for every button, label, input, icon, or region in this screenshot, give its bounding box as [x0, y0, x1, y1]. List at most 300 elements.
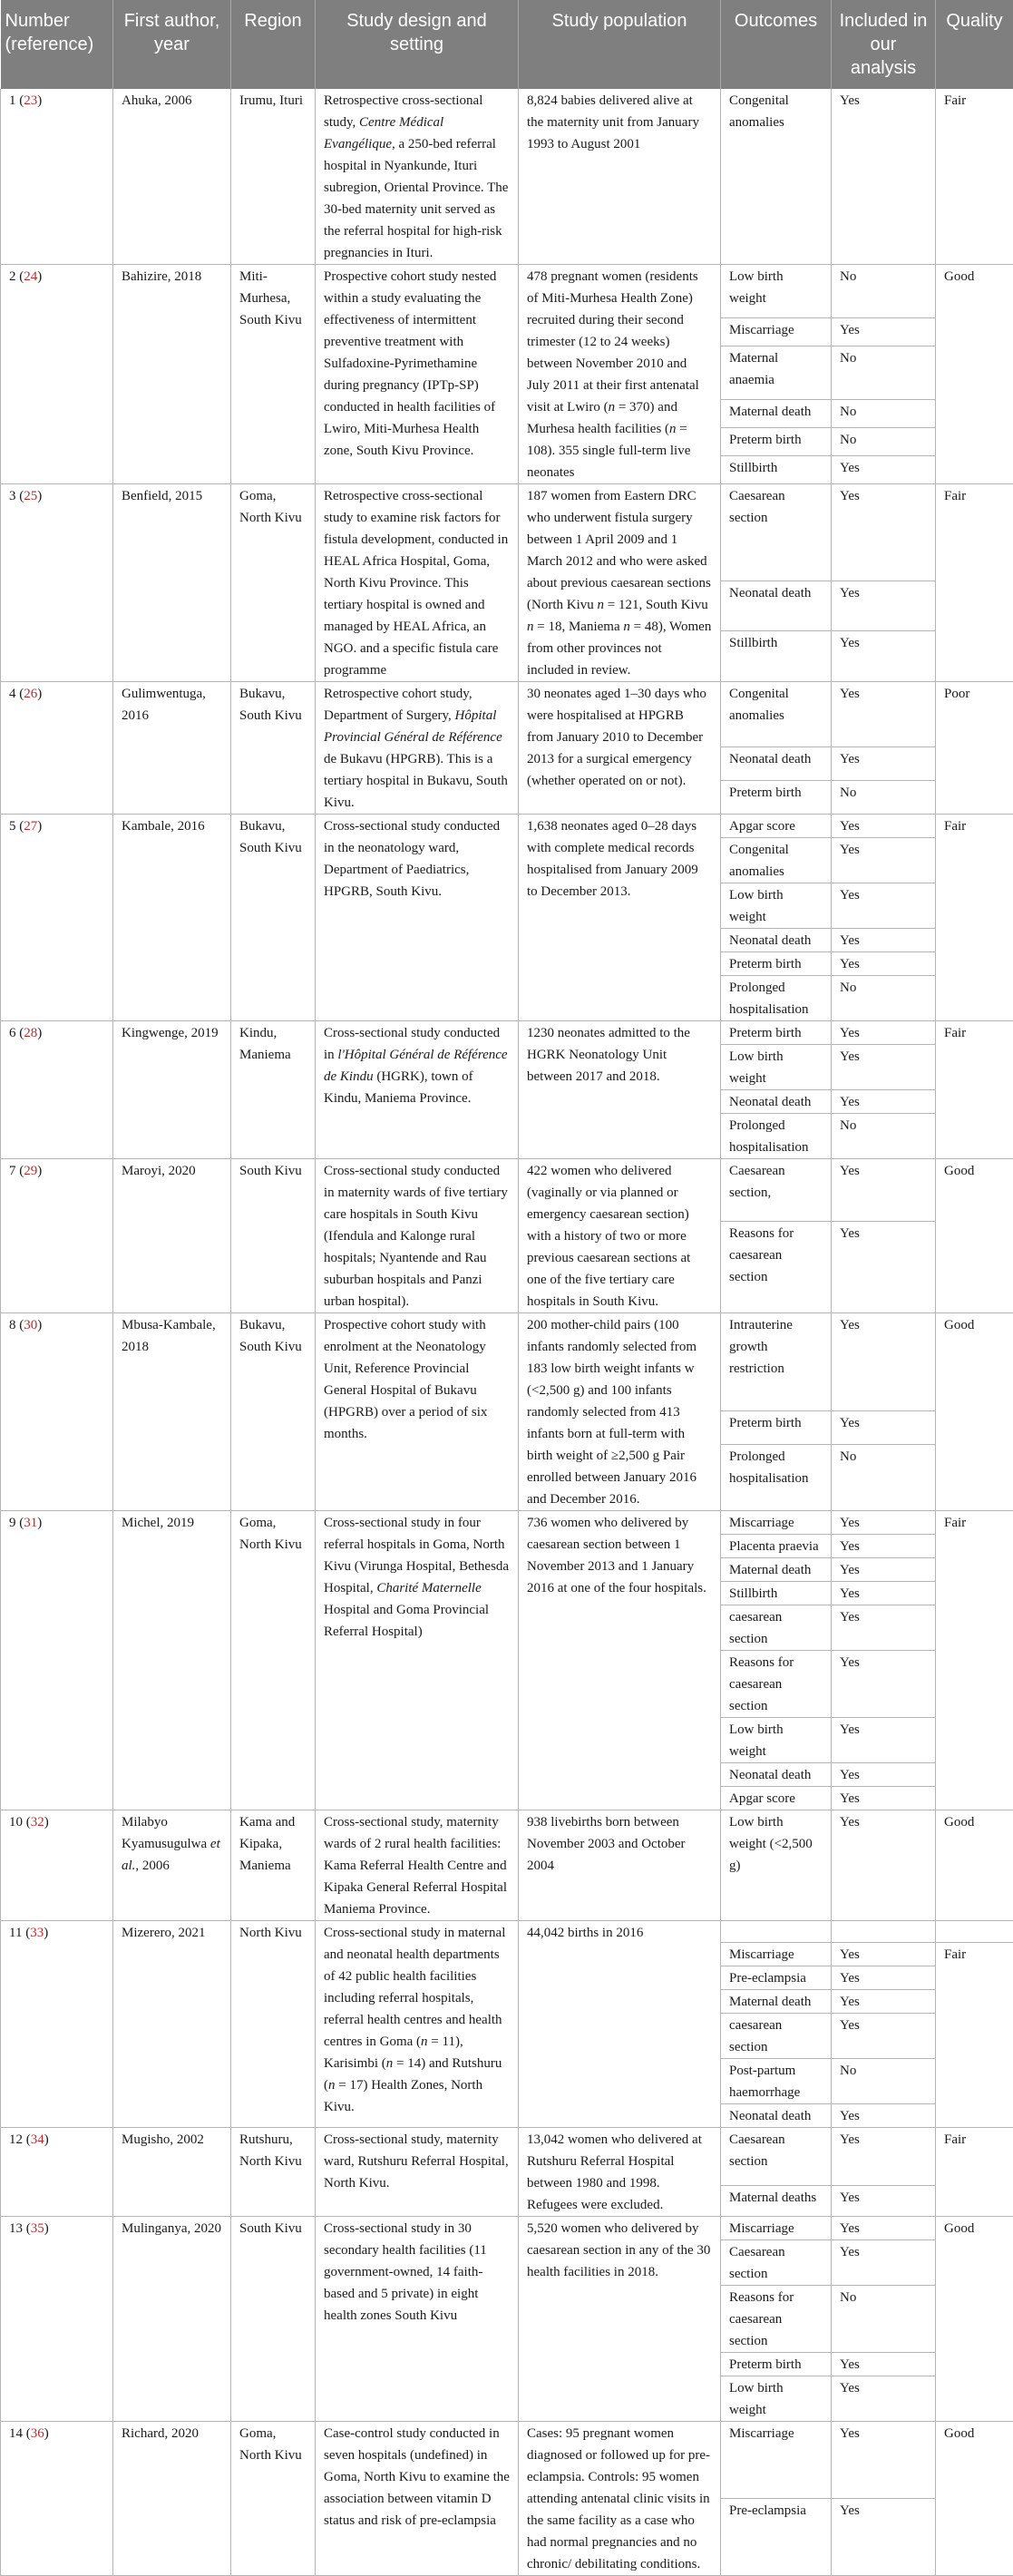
cell-population	[519, 89, 721, 265]
study-number: 12 (	[9, 2132, 31, 2147]
cell-outcome: Caesarean section	[721, 484, 832, 581]
cell-included: Yes	[832, 2217, 936, 2240]
cell-outcome: Prolonged hospitalisation	[721, 1445, 832, 1511]
design-segment: Cross-sectional study conducted in the neonatology ward, Department of Paediatrics, HPGRB, South Kivu.	[324, 819, 500, 899]
cell-included: Yes	[832, 2014, 936, 2059]
table-row	[1, 2128, 1013, 2186]
study-number: 6 (	[9, 1026, 24, 1040]
cell-outcome: Maternal death	[721, 400, 832, 428]
population-segment: n	[527, 620, 534, 634]
cell-number	[1, 1810, 113, 1921]
cell-outcome: Preterm birth	[721, 952, 832, 976]
cell-outcome: Neonatal death	[721, 581, 832, 631]
design-segment: Prospective cohort study nested within a study evaluating the effectiveness of intermittent preventive treatment with Sulfadoxine-Pyrimethamine during pregnancy (IPTp-SP) conducted in health facilities of Lwiro, Miti-Murhesa Health zone, South Kivu Province.	[324, 269, 496, 458]
cell-author	[113, 1810, 231, 1921]
cell-design	[316, 1511, 519, 1810]
cell-author: Michel, 2019	[113, 1511, 231, 1810]
table-row	[1, 1511, 1013, 1535]
study-number: 2 (	[9, 269, 24, 284]
header-quality: Quality	[936, 0, 1013, 89]
cell-outcome	[721, 1921, 832, 1943]
cell-outcome: Preterm birth	[721, 780, 832, 814]
header-outcomes: Outcomes	[721, 0, 832, 89]
study-number: 5 (	[9, 819, 24, 834]
cell-design	[316, 815, 519, 1021]
reference-link[interactable]: 23	[24, 93, 37, 108]
reference-link[interactable]: 34	[31, 2132, 44, 2147]
cell-included: Yes	[832, 746, 936, 780]
cell-included: Yes	[832, 682, 936, 747]
cell-included: No	[832, 400, 936, 428]
reference-link[interactable]: 30	[24, 1318, 37, 1332]
design-segment: = 11), Karisimbi (	[324, 2034, 463, 2071]
cell-included	[832, 1921, 936, 1943]
cell-outcome: Placenta praevia	[721, 1535, 832, 1558]
header-row	[1, 0, 1013, 89]
cell-included: Yes	[832, 1605, 936, 1651]
cell-included: Yes	[832, 1763, 936, 1787]
design-segment: Retrospective cross-sectional study,	[324, 93, 482, 130]
cell-included: Yes	[832, 1410, 936, 1445]
cell-outcome: caesarean section	[721, 2014, 832, 2059]
cell-outcome: Caesarean section	[721, 2240, 832, 2286]
design-segment: Charité Maternelle	[376, 1581, 481, 1595]
reference-link[interactable]: 32	[31, 1815, 44, 1830]
cell-included: Yes	[832, 631, 936, 682]
cell-design	[316, 682, 519, 815]
cell-author: Benfield, 2015	[113, 484, 231, 682]
cell-author: Mugisho, 2002	[113, 2128, 231, 2217]
study-number: 14 (	[9, 2426, 31, 2441]
design-segment: (HGRK), town of Kindu, Maniema Province.	[324, 1069, 473, 1106]
table-row	[1, 815, 1013, 838]
cell-outcome: Neonatal death	[721, 1090, 832, 1114]
reference-link[interactable]: 28	[24, 1026, 37, 1040]
study-number: 1 (	[9, 93, 24, 108]
study-number-close: )	[37, 1318, 42, 1332]
reference-link[interactable]: 26	[24, 687, 37, 701]
design-segment: Cross-sectional study, maternity wards of 2 rural health facilities: Kama Referral Health Centre and Kipaka General Referral Hospital Maniema Province.	[324, 1815, 507, 1917]
cell-design	[316, 2422, 519, 2576]
design-segment: Retrospective cohort study, Department of Surgery,	[324, 687, 472, 723]
cell-included: Yes	[832, 484, 936, 581]
cell-included: Yes	[832, 2104, 936, 2128]
cell-outcome: Preterm birth	[721, 1021, 832, 1045]
design-segment: Cross-sectional study conducted in maternity wards of five tertiary care hospitals in South Kivu (Ifendula and Kalonge rural hospitals; Nyantende and Rau suburban hospitals and Panzi urban hospital).	[324, 1164, 508, 1309]
cell-included: Yes	[832, 883, 936, 929]
cell-quality: Fair	[936, 1511, 1013, 1810]
cell-outcome: Congenital anomalies	[721, 682, 832, 747]
cell-number	[1, 1511, 113, 1810]
study-number-close: )	[44, 1926, 48, 1940]
cell-included: Yes	[832, 1313, 936, 1411]
cell-included: Yes	[832, 318, 936, 346]
table-row	[1, 1313, 1013, 1411]
cell-author: Mbusa-Kambale, 2018	[113, 1313, 231, 1511]
table-row	[1, 1159, 1013, 1222]
cell-author: Mulinganya, 2020	[113, 2217, 231, 2422]
table-row	[1, 1921, 1013, 1943]
cell-author: Ahuka, 2006	[113, 89, 231, 265]
cell-included: No	[832, 265, 936, 318]
study-number-close: )	[44, 2426, 49, 2441]
study-number: 11 (	[9, 1926, 30, 1940]
cell-number	[1, 484, 113, 682]
population-segment: 5,520 women who delivered by caesarean section in any of the 30 health facilities in 2018.	[527, 2221, 710, 2279]
cell-design	[316, 1810, 519, 1921]
cell-quality: Poor	[936, 682, 1013, 815]
cell-outcome: Caesarean section,	[721, 1159, 832, 1222]
cell-number	[1, 265, 113, 484]
cell-region: Kindu, Maniema	[231, 1021, 316, 1159]
cell-author: Bahizire, 2018	[113, 265, 231, 484]
cell-outcome: Reasons for caesarean section	[721, 2286, 832, 2353]
cell-quality: Fair	[936, 815, 1013, 1021]
cell-population	[519, 2217, 721, 2422]
study-number: 8 (	[9, 1318, 24, 1332]
population-segment: 200 mother-child pairs (100 infants randomly selected from 183 low birth weight infants w (<2,500 g) and 100 infants randomly selected from 413 infants born at full-term with birth weight of ≥2,500 g Pair enrolled between January 2016 and December 2016.	[527, 1318, 696, 1507]
cell-quality: Fair	[936, 1943, 1013, 2128]
population-segment: 422 women who delivered (vaginally or via planned or emergency caesarean section) with a history of two or more previous caesarean sections at one of the five tertiary care hospitals in South Kivu.	[527, 1164, 690, 1309]
cell-population	[519, 1511, 721, 1810]
cell-included: Yes	[832, 1990, 936, 2014]
cell-design	[316, 1313, 519, 1511]
cell-included: Yes	[832, 1651, 936, 1718]
cell-outcome: Neonatal death	[721, 929, 832, 952]
cell-outcome: Prolonged hospitalisation	[721, 1114, 832, 1159]
cell-outcome: Low birth weight	[721, 1045, 832, 1090]
population-segment: 478 pregnant women (residents of Miti-Murhesa Health Zone) recruited during their second trimester (12 to 24 weeks) between November 2010 and July 2011 at their first antenatal visit at Lwiro (	[527, 269, 699, 415]
cell-included: Yes	[832, 1511, 936, 1535]
cell-number	[1, 1159, 113, 1313]
cell-included: Yes	[832, 1090, 936, 1114]
cell-included: Yes	[832, 1045, 936, 1090]
design-segment: n	[421, 2034, 428, 2049]
study-number: 3 (	[9, 489, 24, 503]
population-segment: 30 neonates aged 1–30 days who were hospitalised at HPGRB from January 2010 to December 2013 for a surgical emergency (whether operated on or not).	[527, 687, 706, 788]
cell-population	[519, 1921, 721, 2128]
cell-number	[1, 2217, 113, 2422]
reference-link[interactable]: 29	[24, 1164, 37, 1178]
design-segment: Cross-sectional study in maternal and neonatal health departments of 42 public health facilities including referral hospitals, referral health centres and health centres in Goma (	[324, 1926, 505, 2049]
cell-region: Bukavu, South Kivu	[231, 815, 316, 1021]
population-segment: = 18, Maniema	[534, 620, 624, 634]
cell-outcome: Low birth weight	[721, 1718, 832, 1763]
header-included: Included in our analysis	[832, 0, 936, 89]
cell-population	[519, 1810, 721, 1921]
table-body	[1, 89, 1013, 2576]
population-segment: 736 women who delivered by caesarean section between 1 November 2013 and 1 January 2016 at one of the four hospitals.	[527, 1516, 706, 1595]
cell-region: Kama and Kipaka, Maniema	[231, 1810, 316, 1921]
cell-population	[519, 1159, 721, 1313]
cell-population	[519, 2422, 721, 2576]
design-segment: Centre Médical Evangélique	[324, 115, 443, 151]
study-number: 9 (	[9, 1516, 24, 1530]
cell-outcome: Reasons for caesarean section	[721, 1651, 832, 1718]
cell-quality: Good	[936, 2217, 1013, 2422]
cell-author: Maroyi, 2020	[113, 1159, 231, 1313]
table-row	[1, 89, 1013, 265]
study-number-close: )	[37, 819, 42, 834]
cell-included: No	[832, 976, 936, 1021]
reference-link[interactable]: 27	[24, 819, 37, 834]
cell-region: North Kivu	[231, 1921, 316, 2128]
cell-quality: Fair	[936, 2128, 1013, 2217]
study-number-close: )	[37, 1164, 42, 1178]
cell-outcome: Stillbirth	[721, 631, 832, 682]
table-row	[1, 1810, 1013, 1921]
cell-outcome: Pre-eclampsia	[721, 1966, 832, 1990]
population-segment: = 108). 355 single full-term live neonates	[527, 422, 690, 480]
design-segment: Cross-sectional study in 30 secondary health facilities (11 government-owned, 14 faith-based and 5 private) in eight health zones South Kivu	[324, 2221, 487, 2323]
design-segment: l'Hôpital Général de Référence de Kindu	[324, 1048, 508, 1084]
cell-outcome: Maternal anaemia	[721, 346, 832, 400]
cell-included: Yes	[832, 1558, 936, 1582]
header-author: First author, year	[113, 0, 231, 89]
cell-region: Goma, North Kivu	[231, 2422, 316, 2576]
cell-region: Goma, North Kivu	[231, 484, 316, 682]
population-segment: 187 women from Eastern DRC who underwent fistula surgery between 1 April 2009 and 1 March 2012 and who were asked about previous caesarean sections (North Kivu	[527, 489, 711, 612]
design-segment: Retrospective cross-sectional study to examine risk factors for fistula development, conducted in HEAL Africa Hospital, Goma, North Kivu Province. This tertiary hospital is owned and managed by HEAL Africa, an NGO. and a specific fistula care programme	[324, 489, 508, 678]
cell-quality: Good	[936, 1313, 1013, 1511]
cell-region: South Kivu	[231, 2217, 316, 2422]
cell-design	[316, 2217, 519, 2422]
cell-included: Yes	[832, 1943, 936, 1966]
cell-outcome: Maternal deaths	[721, 2186, 832, 2217]
design-segment: = 14) and Rutshuru (	[324, 2056, 502, 2093]
cell-outcome: Congenital anomalies	[721, 838, 832, 883]
author-segment: , 2006	[135, 1859, 170, 1873]
cell-outcome: Neonatal death	[721, 1763, 832, 1787]
cell-author: Mizerero, 2021	[113, 1921, 231, 2128]
study-number: 7 (	[9, 1164, 24, 1178]
reference-link[interactable]: 36	[31, 2426, 44, 2441]
cell-included: Yes	[832, 929, 936, 952]
cell-region: Irumu, Ituri	[231, 89, 316, 265]
table-row	[1, 484, 1013, 581]
cell-outcome: Preterm birth	[721, 2353, 832, 2376]
study-number-close: )	[44, 2132, 49, 2147]
study-number: 13 (	[9, 2221, 31, 2236]
author-segment: Milabyo Kyamusugulwa	[122, 1815, 210, 1851]
cell-region: Rutshuru, North Kivu	[231, 2128, 316, 2217]
cell-number	[1, 815, 113, 1021]
cell-design	[316, 2128, 519, 2217]
header-design: Study design and setting	[316, 0, 519, 89]
design-segment: de Bukavu (HPGRB). This is a tertiary hospital in Bukavu, South Kivu.	[324, 752, 508, 810]
population-segment: n	[598, 598, 605, 612]
study-number-close: )	[44, 2221, 49, 2236]
design-segment: = 17) Health Zones, North Kivu.	[324, 2078, 482, 2114]
population-segment: n	[623, 620, 630, 634]
cell-outcome: Low birth weight	[721, 883, 832, 929]
cell-outcome: Neonatal death	[721, 2104, 832, 2128]
study-number-close: )	[44, 1815, 49, 1830]
population-segment: 8,824 babies delivered alive at the maternity unit from January 1993 to August 2001	[527, 93, 699, 151]
study-number: 4 (	[9, 687, 24, 701]
design-segment: , a 250-bed referral hospital in Nyankunde, Ituri subregion, Oriental Province. The 30-bed maternity unit served as the referral hospital for high-risk pregnancies in Ituri.	[324, 137, 508, 260]
population-segment: = 370) and Murhesa health facilities (	[527, 400, 677, 436]
cell-included: Yes	[832, 2240, 936, 2286]
reference-link[interactable]: 24	[24, 269, 37, 284]
cell-outcome: Caesarean section	[721, 2128, 832, 2186]
cell-population	[519, 815, 721, 1021]
cell-outcome: Prolonged hospitalisation	[721, 976, 832, 1021]
cell-outcome: Low birth weight	[721, 2376, 832, 2422]
cell-outcome: Reasons for caesarean section	[721, 1221, 832, 1312]
cell-included: Yes	[832, 2376, 936, 2422]
cell-design	[316, 1021, 519, 1159]
cell-author: Kingwenge, 2019	[113, 1021, 231, 1159]
cell-included: No	[832, 2059, 936, 2104]
table-row	[1, 1021, 1013, 1045]
cell-included: No	[832, 2286, 936, 2353]
reference-link[interactable]: 31	[24, 1516, 37, 1530]
cell-design	[316, 1921, 519, 2128]
author-segment: et al.	[122, 1837, 220, 1873]
cell-included: Yes	[832, 1221, 936, 1312]
design-segment: Prospective cohort study with enrolment at the Neonatology Unit, Reference Provincial General Hospital of Bukavu (HPGRB) over a period of six months.	[324, 1318, 487, 1441]
cell-population	[519, 2128, 721, 2217]
cell-included: Yes	[832, 456, 936, 484]
cell-included: Yes	[832, 1787, 936, 1810]
cell-quality-empty	[936, 1921, 1013, 1943]
population-segment: 938 livebirths born between November 2003 and October 2004	[527, 1815, 686, 1873]
cell-included: No	[832, 780, 936, 814]
cell-region: Goma, North Kivu	[231, 1511, 316, 1810]
cell-design	[316, 1159, 519, 1313]
cell-outcome: Congenital anomalies	[721, 89, 832, 265]
cell-included: Yes	[832, 581, 936, 631]
cell-included: No	[832, 346, 936, 400]
population-segment: = 121, South Kivu	[604, 598, 708, 612]
design-segment: n	[328, 2078, 336, 2093]
cell-outcome: Miscarriage	[721, 1511, 832, 1535]
reference-link[interactable]: 33	[30, 1926, 44, 1940]
cell-quality: Fair	[936, 484, 1013, 682]
cell-design	[316, 265, 519, 484]
design-segment: Case-control study conducted in seven hospitals (undefined) in Goma, North Kivu to examine the association between vitamin D status and risk of pre-eclampsia	[324, 2426, 510, 2528]
design-segment: Cross-sectional study, maternity ward, Rutshuru Referral Hospital, North Kivu.	[324, 2132, 509, 2191]
population-segment: 1,638 neonates aged 0–28 days with complete medical records hospitalised from January 2009 to December 2013.	[527, 819, 698, 899]
cell-quality: Fair	[936, 1021, 1013, 1159]
population-segment: 13,042 women who delivered at Rutshuru Referral Hospital between 1980 and 1998. Refugees were excluded.	[527, 2132, 702, 2212]
study-number-close: )	[37, 269, 42, 284]
cell-included: Yes	[832, 2353, 936, 2376]
cell-included: No	[832, 1445, 936, 1511]
cell-outcome: Miscarriage	[721, 2217, 832, 2240]
cell-included: Yes	[832, 2128, 936, 2186]
study-number-close: )	[37, 489, 42, 503]
cell-included: Yes	[832, 1582, 936, 1605]
reference-link[interactable]: 35	[31, 2221, 44, 2236]
table-row	[1, 2217, 1013, 2240]
design-segment: Cross-sectional study in four referral hospitals in Goma, North Kivu (Virunga Hospital, Bethesda Hospital,	[324, 1516, 509, 1595]
cell-region: Bukavu, South Kivu	[231, 1313, 316, 1511]
table-row	[1, 265, 1013, 318]
cell-quality: Good	[936, 2422, 1013, 2576]
population-segment: Cases: 95 pregnant women diagnosed or followed up for pre-eclampsia. Controls: 95 women attending antenatal clinic visits in the same facility as a case who had normal pregnancies and no chronic/ debilitating conditions.	[527, 2426, 710, 2571]
cell-region: South Kivu	[231, 1159, 316, 1313]
cell-included: Yes	[832, 838, 936, 883]
cell-outcome: Apgar score	[721, 1787, 832, 1810]
cell-outcome: Miscarriage	[721, 1943, 832, 1966]
study-number-close: )	[37, 687, 42, 701]
cell-included: Yes	[832, 2422, 936, 2499]
study-number-close: )	[37, 1516, 42, 1530]
cell-population	[519, 1021, 721, 1159]
cell-number	[1, 1021, 113, 1159]
header-population: Study population	[519, 0, 721, 89]
cell-included: Yes	[832, 2186, 936, 2217]
cell-outcome: Low birth weight (<2,500 g)	[721, 1810, 832, 1921]
cell-number	[1, 1313, 113, 1511]
cell-included: Yes	[832, 1021, 936, 1045]
cell-included: Yes	[832, 1966, 936, 1990]
population-segment: n	[669, 422, 677, 436]
cell-number	[1, 682, 113, 815]
cell-outcome: caesarean section	[721, 1605, 832, 1651]
cell-outcome: Maternal death	[721, 1558, 832, 1582]
cell-author: Richard, 2020	[113, 2422, 231, 2576]
cell-population	[519, 682, 721, 815]
cell-included: No	[832, 428, 936, 456]
cell-quality: Fair	[936, 89, 1013, 265]
cell-included: Yes	[832, 952, 936, 976]
cell-population	[519, 484, 721, 682]
cell-number	[1, 89, 113, 265]
population-segment: n	[609, 400, 616, 415]
cell-included: Yes	[832, 1718, 936, 1763]
cell-outcome: Pre-eclampsia	[721, 2499, 832, 2576]
design-segment: Hôpital Provincial Général de Référence	[324, 708, 502, 745]
population-segment: = 48), Women from other provinces not included in review.	[527, 620, 711, 678]
cell-quality: Good	[936, 1159, 1013, 1313]
cell-region: Bukavu, South Kivu	[231, 682, 316, 815]
header-region: Region	[231, 0, 316, 89]
cell-included: Yes	[832, 89, 936, 265]
cell-outcome: Neonatal death	[721, 746, 832, 780]
cell-quality: Good	[936, 265, 1013, 484]
population-segment: 1230 neonates admitted to the HGRK Neonatology Unit between 2017 and 2018.	[527, 1026, 690, 1084]
table-row	[1, 2422, 1013, 2499]
design-segment: Hospital and Goma Provincial Referral Hospital)	[324, 1603, 489, 1639]
study-number-close: )	[37, 93, 42, 108]
cell-region: Miti-Murhesa, South Kivu	[231, 265, 316, 484]
population-segment: 44,042 births in 2016	[527, 1926, 643, 1940]
cell-number	[1, 2128, 113, 2217]
cell-author: Kambale, 2016	[113, 815, 231, 1021]
cell-number	[1, 2422, 113, 2576]
cell-number	[1, 1921, 113, 2128]
design-segment: n	[386, 2056, 394, 2071]
cell-population	[519, 1313, 721, 1511]
cell-included: Yes	[832, 815, 936, 838]
cell-included: No	[832, 1114, 936, 1159]
cell-outcome: Apgar score	[721, 815, 832, 838]
cell-included: Yes	[832, 2499, 936, 2576]
reference-link[interactable]: 25	[24, 489, 37, 503]
cell-quality: Good	[936, 1810, 1013, 1921]
cell-population	[519, 265, 721, 484]
study-number: 10 (	[9, 1815, 31, 1830]
cell-outcome: Post-partum haemorrhage	[721, 2059, 832, 2104]
cell-outcome: Miscarriage	[721, 318, 832, 346]
cell-included: Yes	[832, 1535, 936, 1558]
cell-outcome: Stillbirth	[721, 1582, 832, 1605]
cell-outcome: Stillbirth	[721, 456, 832, 484]
cell-author: Gulimwentuga, 2016	[113, 682, 231, 815]
